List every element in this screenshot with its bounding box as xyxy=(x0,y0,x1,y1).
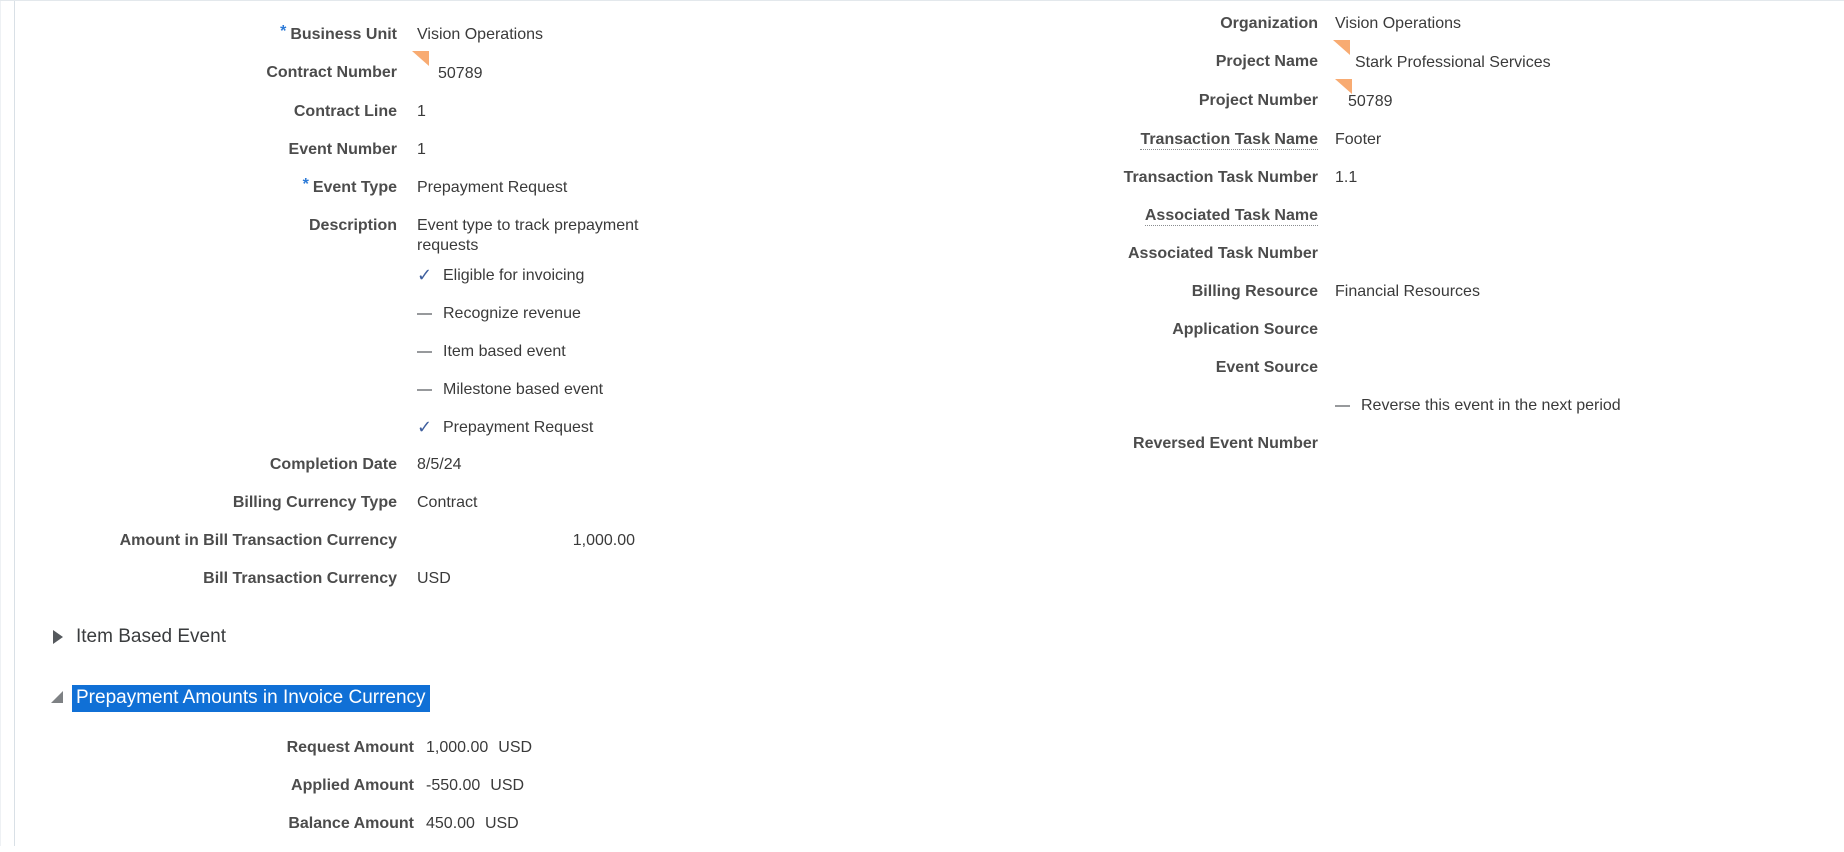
field-event-type xyxy=(14,178,657,198)
field-value: 50789 xyxy=(397,63,483,84)
field-completion-date xyxy=(14,455,657,475)
field-business-unit xyxy=(14,25,657,45)
field-label xyxy=(1058,206,1318,226)
field-applied-amount xyxy=(14,776,532,796)
changed-indicator-icon xyxy=(412,51,429,66)
field-label: Reversed Event Number xyxy=(1133,435,1318,452)
currency-code: USD xyxy=(484,815,519,832)
unchecked-icon xyxy=(417,313,443,315)
field-reversed-event-number xyxy=(1058,434,1621,454)
help-enabled-label[interactable]: Associated Task Name xyxy=(1144,207,1318,224)
disclosure-collapsed-icon[interactable] xyxy=(53,630,63,644)
field-label: Billing Currency Type xyxy=(232,494,397,511)
field-value: Stark Professional Services xyxy=(1318,52,1551,73)
field-value: USD xyxy=(417,570,451,587)
field-value: 8/5/24 xyxy=(417,456,462,473)
field-label: Request Amount xyxy=(286,739,414,756)
field-value: 1 xyxy=(417,141,426,158)
field-bill-transaction-currency xyxy=(14,569,657,589)
checkbox-label: Eligible for invoicing xyxy=(443,267,585,284)
field-project-number xyxy=(1058,91,1621,112)
currency-code: USD xyxy=(498,739,533,756)
field-label: * Business Unit xyxy=(280,23,397,43)
field-value: Prepayment Request xyxy=(417,179,568,196)
checkbox-label: Reverse this event in the next period xyxy=(1361,397,1621,414)
checkbox-milestone-based-event xyxy=(417,380,657,400)
field-request-amount xyxy=(14,738,532,758)
required-icon: * xyxy=(280,23,287,40)
checkbox-eligible-for-invoicing xyxy=(417,266,657,286)
field-label: Project Name xyxy=(1215,53,1318,70)
field-label: Contract Number xyxy=(266,64,397,81)
field-value: 1,000.00 xyxy=(572,532,635,549)
checkbox-prepayment-request xyxy=(417,418,657,438)
field-contract-line xyxy=(14,102,657,122)
checkbox-label: Prepayment Request xyxy=(443,419,594,436)
field-value: Footer xyxy=(1335,131,1382,148)
prepayment-amounts-section xyxy=(14,738,532,852)
unchecked-icon xyxy=(417,351,443,353)
field-label: Bill Transaction Currency xyxy=(203,570,397,587)
unchecked-icon xyxy=(1335,405,1350,407)
section-title-selected: Prepayment Amounts in Invoice Currency xyxy=(72,685,430,712)
currency-code: USD xyxy=(490,777,525,794)
field-project-name xyxy=(1058,52,1621,73)
field-billing-resource xyxy=(1058,282,1621,302)
field-event-number xyxy=(14,140,657,160)
field-label: Project Number xyxy=(1198,92,1318,109)
field-value: Vision Operations xyxy=(417,26,543,43)
field-value: Vision Operations xyxy=(1335,15,1461,32)
checked-icon: ✓ xyxy=(417,265,433,286)
checkbox-label: Recognize revenue xyxy=(443,305,581,322)
field-amount-in-bill-transaction-currency xyxy=(14,531,657,551)
field-description xyxy=(14,216,657,256)
field-label: Event Source xyxy=(1215,359,1318,376)
field-label: Billing Resource xyxy=(1191,283,1318,300)
event-details-right-column xyxy=(1058,14,1621,472)
help-enabled-label[interactable]: Transaction Task Name xyxy=(1140,131,1318,148)
field-label xyxy=(1058,130,1318,150)
field-associated-task-name xyxy=(1058,206,1621,226)
checked-icon: ✓ xyxy=(417,417,433,438)
checkbox-row xyxy=(1318,396,1621,416)
checkbox-label: Milestone based event xyxy=(443,381,604,398)
section-title: Item Based Event xyxy=(76,626,226,647)
field-organization xyxy=(1058,14,1621,34)
disclosure-expanded-icon[interactable] xyxy=(51,691,63,703)
field-value: 1.1 xyxy=(1335,169,1358,186)
field-value: -550.00 USD xyxy=(426,777,525,794)
field-label: Balance Amount xyxy=(288,815,414,832)
page-left-edge xyxy=(0,1,1,846)
field-label: Description xyxy=(308,217,397,234)
field-label: Amount in Bill Transaction Currency xyxy=(119,532,397,549)
field-transaction-task-number xyxy=(1058,168,1621,188)
field-value: Contract xyxy=(417,494,478,511)
field-associated-task-number xyxy=(1058,244,1621,264)
checkbox-recognize-revenue xyxy=(417,304,657,324)
field-contract-number xyxy=(14,63,657,84)
event-details-left-column xyxy=(14,25,657,607)
unchecked-icon xyxy=(417,389,443,391)
field-label: Application Source xyxy=(1172,321,1318,338)
required-icon: * xyxy=(302,176,309,193)
checkbox-reverse-this-event xyxy=(1058,396,1621,416)
field-event-source xyxy=(1058,358,1621,378)
field-label: Applied Amount xyxy=(291,777,414,794)
checkbox-item-based-event xyxy=(417,342,657,362)
field-transaction-task-name xyxy=(1058,130,1621,150)
field-label: * Event Type xyxy=(302,176,397,196)
field-label: Contract Line xyxy=(293,103,397,120)
section-header-item-based-event[interactable] xyxy=(53,626,226,648)
field-value: 450.00 USD xyxy=(426,815,519,832)
field-label: Associated Task Number xyxy=(1128,245,1318,262)
field-value: 50789 xyxy=(1318,91,1393,112)
field-label: Organization xyxy=(1220,15,1318,32)
field-label: Event Number xyxy=(288,141,397,158)
field-application-source xyxy=(1058,320,1621,340)
changed-indicator-icon xyxy=(1335,79,1352,94)
field-value: Financial Resources xyxy=(1335,283,1480,300)
checkbox-label: Item based event xyxy=(443,343,566,360)
field-label: Transaction Task Number xyxy=(1123,169,1318,186)
field-value: Event type to track prepayment requests xyxy=(417,217,639,254)
field-label: Completion Date xyxy=(269,456,397,473)
field-billing-currency-type xyxy=(14,493,657,513)
section-header-prepayment-amounts[interactable] xyxy=(51,685,430,712)
field-value: 1,000.00 USD xyxy=(426,739,533,756)
changed-indicator-icon xyxy=(1333,40,1350,55)
field-value: 1 xyxy=(417,103,426,120)
field-balance-amount xyxy=(14,814,532,834)
event-type-attributes-list xyxy=(417,266,657,438)
